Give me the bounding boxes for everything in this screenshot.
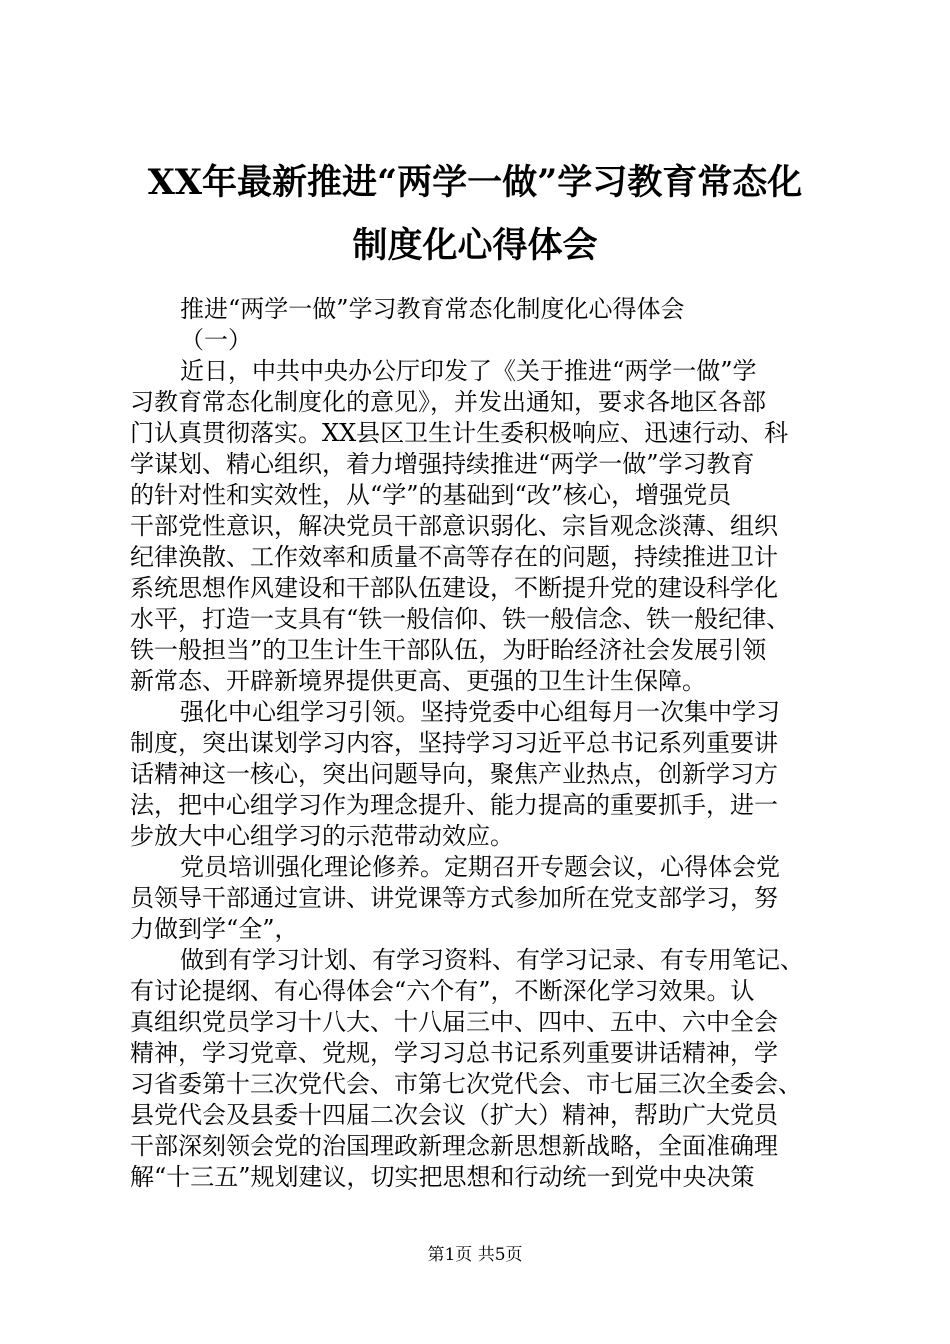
text-line: 纪律涣散、工作效率和质量不高等存在的问题，持续推进卫计 (130, 543, 778, 571)
text-line: 新常态、开辟新境界提供更高、更强的卫生计生保障。 (130, 667, 706, 695)
document-title-line-1: XX年最新推进“两学一做”学习教育常态化 (147, 162, 803, 203)
text-line: 习教育常态化制度化的意见》，并发出通知，要求各地区各部 (130, 388, 766, 416)
text-line: 县党代会及县委十四届二次会议（扩大）精神，帮助广大党员 (130, 1101, 778, 1129)
text-line: 制度，突出谋划学习内容，坚持学习习近平总书记系列重要讲 (130, 729, 778, 757)
text-line: 话精神这一核心，突出问题导向，聚焦产业热点，创新学习方 (130, 760, 778, 788)
document-title-line-2: 制度化心得体会 (352, 225, 598, 266)
text-line: 党员培训强化理论修养。定期召开专题会议，心得体会党 (180, 853, 780, 881)
text-line: 干部党性意识，解决党员干部意识弱化、宗旨观念淡薄、组织 (130, 512, 778, 540)
text-line: 法，把中心组学习作为理念提升、能力提高的重要抓手，进一 (130, 791, 778, 819)
text-line: 步放大中心组学习的示范带动效应。 (130, 822, 514, 850)
text-line: 系统思想作风建设和干部队伍建设，不断提升党的建设科学化 (130, 574, 778, 602)
text-line: 真组织党员学习十八大、十八届三中、四中、五中、六中全会 (130, 1008, 778, 1036)
text-line: 干部深刻领会党的治国理政新理念新思想新战略，全面准确理 (130, 1132, 778, 1160)
text-line: 有讨论提纲、有心得体会“六个有”，不断深化学习效果。认 (130, 977, 755, 1005)
text-line: 习省委第十三次党代会、市第七次党代会、市七届三次全委会、 (130, 1070, 802, 1098)
text-line: 的针对性和实效性，从“学”的基础到“改”核心，增强党员 (130, 481, 732, 509)
text-line: 近日，中共中央办公厅印发了《关于推进“两学一做”学 (180, 357, 757, 385)
text-line: 推进“两学一做”学习教育常态化制度化心得体会 (180, 295, 685, 323)
text-line: 精神，学习党章、党规，学习习总书记系列重要讲话精神，学 (130, 1039, 778, 1067)
text-line: 水平，打造一支具有“铁一般信仰、铁一般信念、铁一般纪律、 (130, 605, 791, 633)
text-line: 力做到学“全”， (130, 915, 299, 943)
text-line: （一） (180, 326, 252, 354)
text-line: 铁一般担当”的卫生计生干部队伍，为盱眙经济社会发展引领 (130, 636, 767, 664)
text-line: 解“十三五”规划建议，切实把思想和行动统一到党中央决策 (130, 1163, 755, 1191)
text-line: 门认真贯彻落实。XX县区卫生计生委积极响应、迅速行动、科 (130, 419, 789, 447)
text-line: 学谋划、精心组织，着力增强持续推进“两学一做”学习教育 (130, 450, 755, 478)
text-line: 做到有学习计划、有学习资料、有学习记录、有专用笔记、 (180, 946, 804, 974)
page-footer: 第1页 共5页 (427, 1245, 523, 1265)
text-line: 员领导干部通过宣讲、讲党课等方式参加所在党支部学习，努 (130, 884, 778, 912)
document-body (130, 294, 830, 1193)
text-line: 强化中心组学习引领。坚持党委中心组每月一次集中学习 (180, 698, 780, 726)
